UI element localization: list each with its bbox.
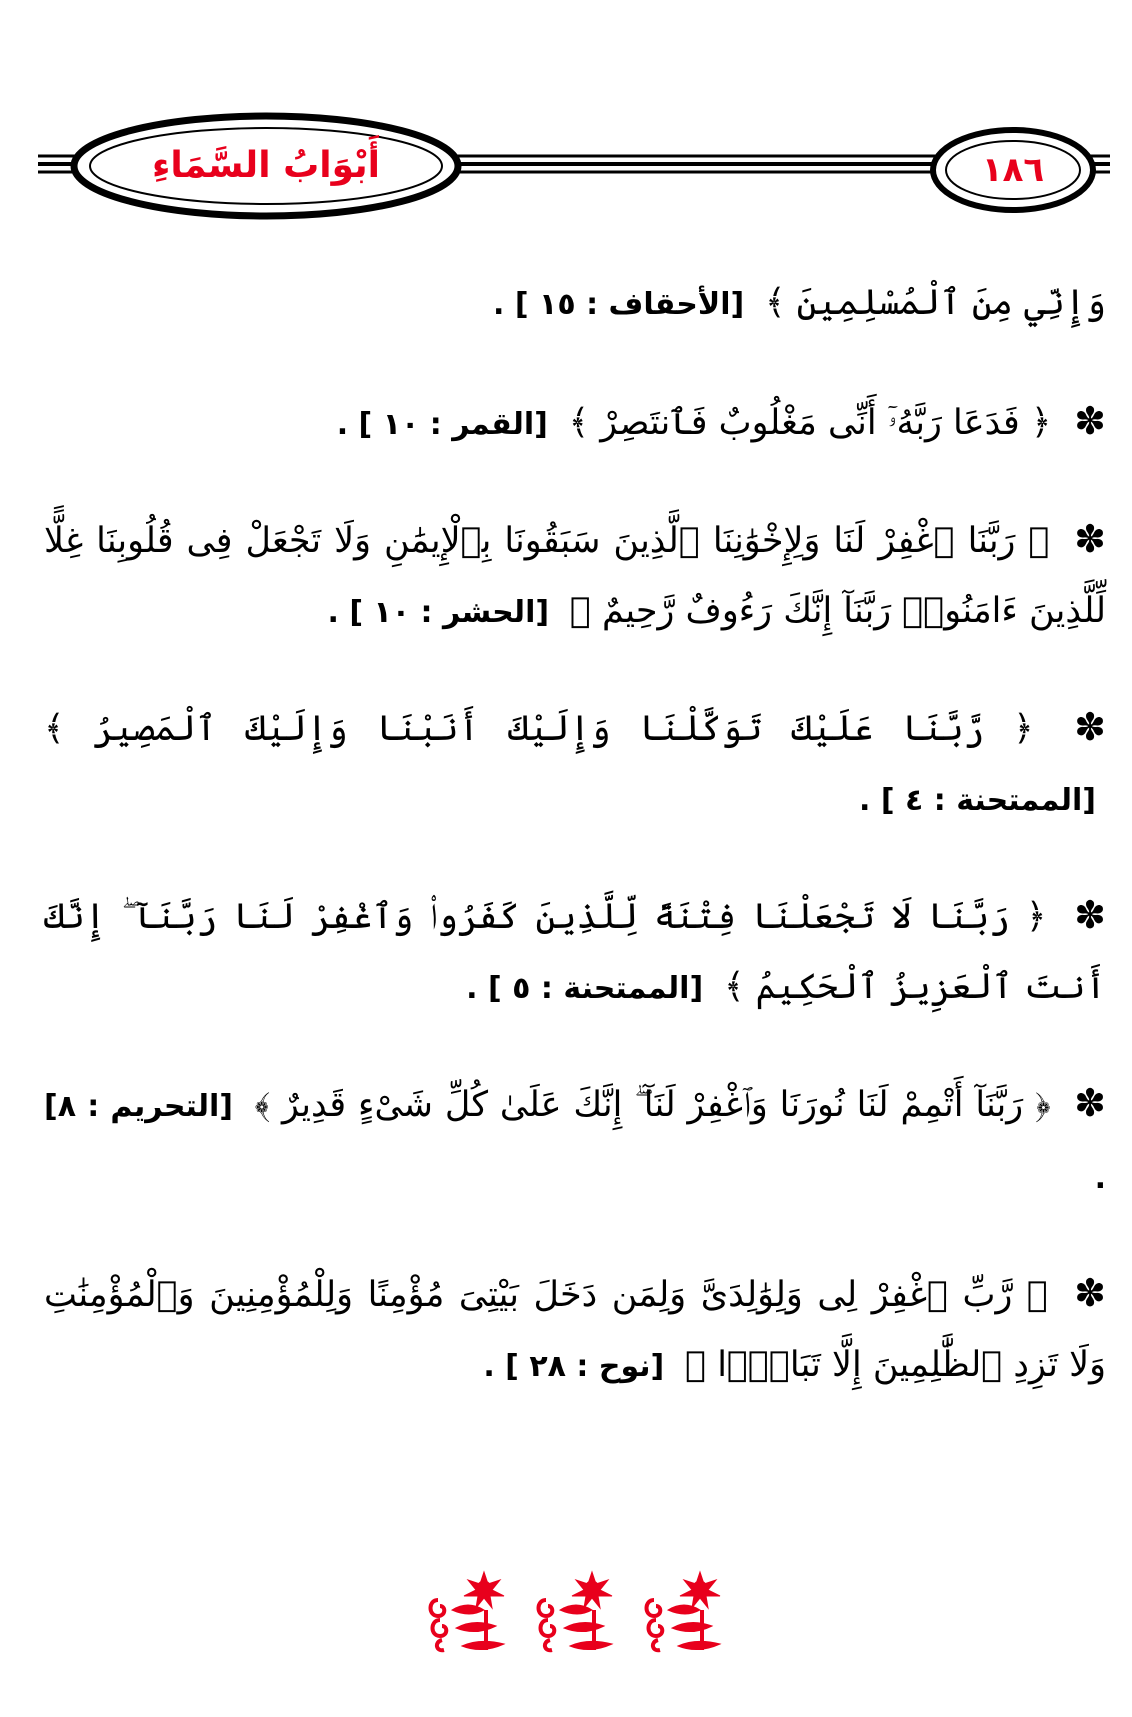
floral-ornament-icon: [426, 1570, 510, 1656]
verse-entry: [44, 1068, 1106, 1214]
verse-entry: [44, 1258, 1106, 1402]
asterisk-flower-icon: ✽: [1074, 1271, 1106, 1315]
verse-text: ﴿ رَّبَّنَا عَلَيْكَ تَوَكَّلْنَا وَإِلَيْكَ أَنَبْنَا وَإِلَيْكَ ٱلْمَصِيرُ ﴾: [44, 709, 1034, 749]
verse-entry: [44, 504, 1106, 648]
asterisk-flower-icon: ✽: [1074, 1081, 1107, 1125]
verse-entry: [44, 268, 1106, 340]
asterisk-flower-icon: ✽: [1074, 517, 1106, 561]
floral-ornament-icon: [534, 1570, 618, 1656]
verse-reference: [التحريم : ٨] .: [44, 1089, 1106, 1196]
asterisk-flower-icon: ✽: [1074, 705, 1107, 749]
asterisk-flower-icon: ✽: [1074, 399, 1106, 443]
verse-reference: [الحشر : ١٠ ] .: [327, 595, 550, 630]
verse-text: ﴿ فَدَعَا رَبَّهُۥٓ أَنِّى مَغْلُوبٌ فَٱنتَصِرْ ﴾: [568, 403, 1052, 443]
verse-entry: [44, 386, 1106, 460]
section-end-ornaments: [426, 1570, 726, 1656]
page-content: [44, 268, 1106, 1446]
verse-reference: [الأحقاف : ١٥ ] .: [493, 287, 745, 322]
page-header: [38, 112, 1110, 222]
floral-ornament-icon: [642, 1570, 726, 1656]
verse-reference: [القمر : ١٠ ] .: [336, 407, 548, 442]
verse-text: ﴿ رَبَّنَآ أَتْمِمْ لَنَا نُورَنَا وَٱغْفِرْ لَنَآ ۖ إِنَّكَ عَلَىٰ كُلِّ شَىْءٍ قَدِيرٌ ﴾: [254, 1085, 1051, 1125]
verse-text: ﴿ رَبَّنَا لَا تَجْعَلْنَا فِتْنَةً لِّلَّذِينَ كَفَرُوا۟ وَٱغْفِرْ لَنَا رَبَّنَآ ۖ إِنَّكَ أَنتَ ٱلْعَزِيزُ ٱلْحَكِيمُ ﴾: [44, 897, 1106, 1007]
verse-reference: [الممتحنة : ٤ ] .: [859, 783, 1096, 818]
verse-entry: [44, 692, 1106, 836]
verse-reference: [نوح : ٢٨ ] .: [483, 1349, 665, 1384]
verse-text: وَإِنِّي مِنَ ٱلْمُسْلِمِينَ ﴾: [765, 283, 1106, 323]
asterisk-flower-icon: ✽: [1074, 893, 1106, 937]
verse-text: ﴿ رَّبِّ ٱغْفِرْ لِى وَلِوَٰلِدَىَّ وَلِمَن دَخَلَ بَيْتِىَ مُؤْمِنًا وَلِلْمُؤْمِنِينَ وَٱلْمُؤْمِنَٰتِ وَلَا تَزِدِ ٱلظَّٰلِمِينَ إِلَّا تَبَارًۢا ﴾: [44, 1275, 1106, 1385]
page-number: ١٨٦: [981, 150, 1045, 190]
verse-text: ﴿ رَبَّنَا ٱغْفِرْ لَنَا وَلِإِخْوَٰنِنَا ٱلَّذِينَ سَبَقُونَا بِٱلْإِيمَٰنِ وَلَا تَجْعَلْ فِى قُلُوبِنَا غِلًّا لِّلَّذِينَ ءَامَنُوا۟ رَبَّنَآ إِنَّكَ رَءُوفٌ رَّحِيمٌ ﴾: [44, 521, 1106, 631]
verse-reference: [الممتحنة : ٥ ] .: [466, 971, 704, 1006]
chapter-title: أَبْوَابُ السَّمَاءِ: [151, 145, 381, 186]
verse-entry: [44, 880, 1106, 1024]
